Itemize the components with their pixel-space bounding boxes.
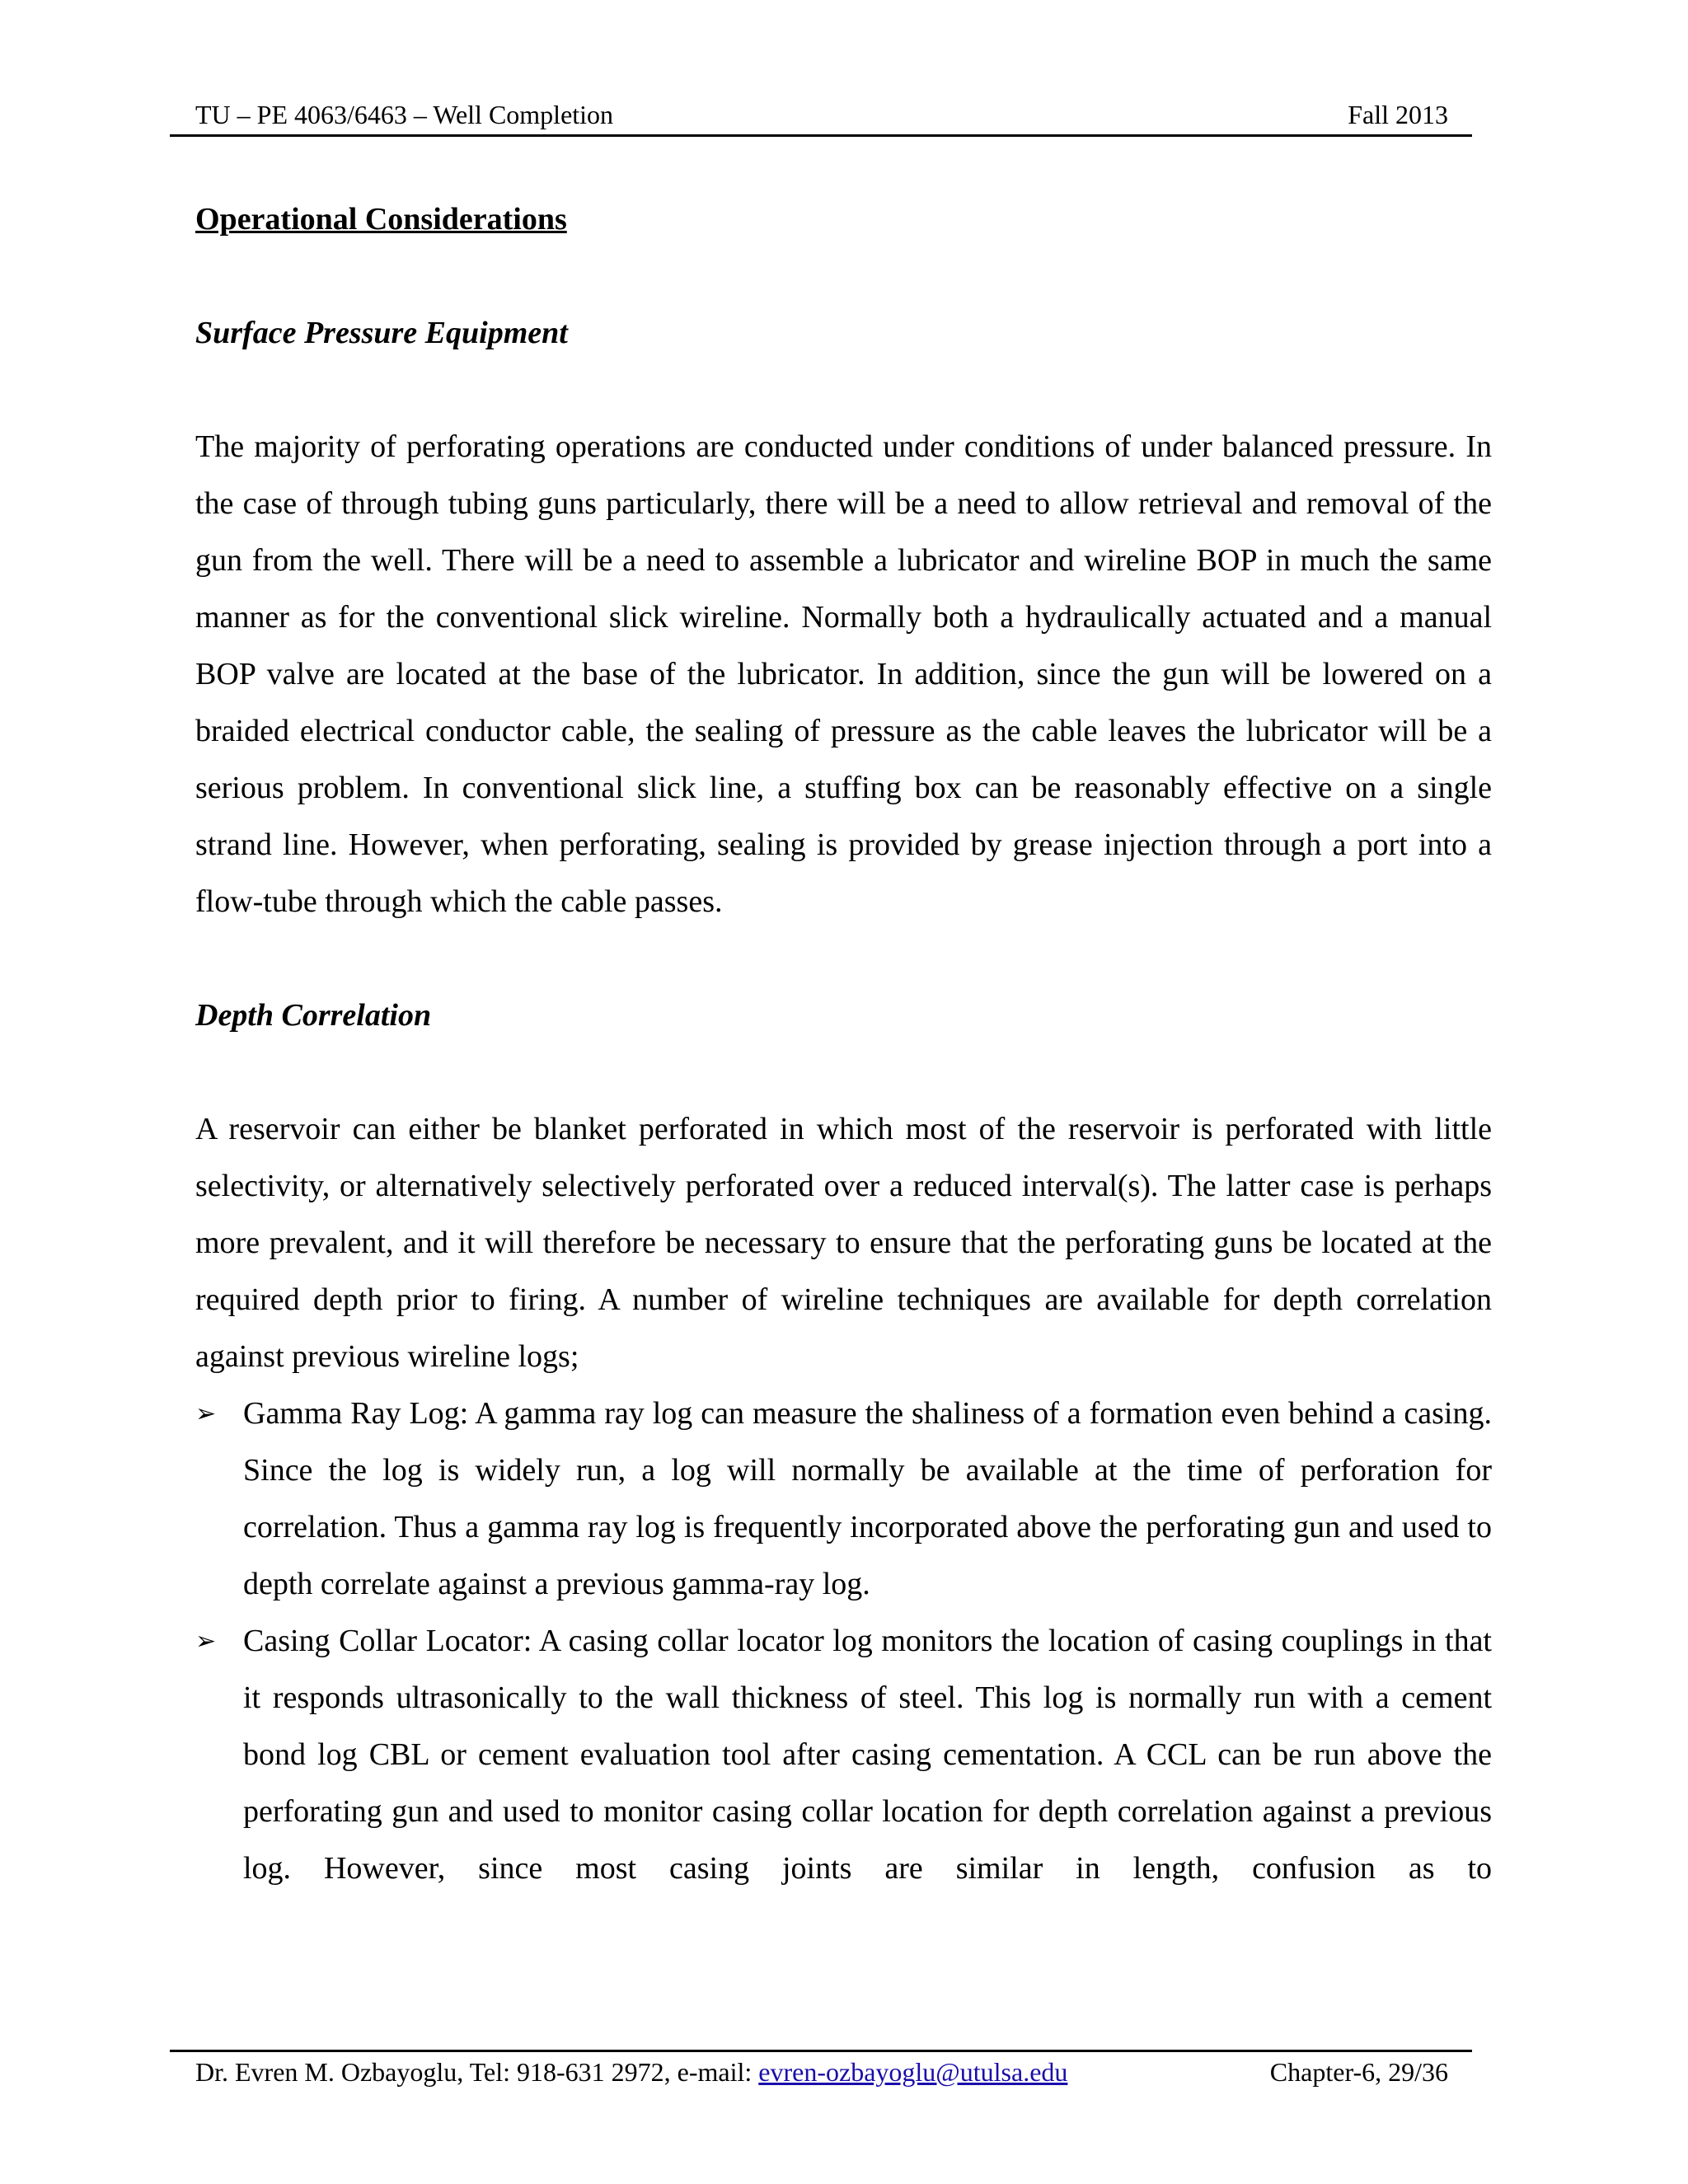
footer-author	[195, 2050, 1067, 2093]
header-rule	[170, 134, 1472, 137]
bullet-list	[195, 1385, 1492, 1897]
footer-contact: Dr. Evren M. Ozbayoglu, Tel: 918-631 2972, e-mail:	[195, 2057, 759, 2087]
footer-page-ref: Chapter-6, 29/36	[1269, 2057, 1448, 2087]
subsection-title-surface: Surface Pressure Equipment	[195, 316, 568, 350]
paragraph-surface-pressure: The majority of perforating operations are conducted under conditions of under balanced pressure. In the case of through tubing guns particularly, there will be a need to allow retrieval and removal of the gun from the well. There will be a need to assemble a lubricator and wireline BOP in much the same manner as for the conventional slick wireline. Normally both a hydraulically actuated and a manual BOP valve are located at the base of the lubricator. In addition, since the gun will be lowered on a braided electrical conductor cable, the sealing of pressure as the cable leaves the lubricator will be a serious problem. In conventional slick line, a stuffing box can be reasonably effective on a single strand line. However, when perforating, sealing is provided by grease injection through a port into a flow-tube through which the cable passes.	[195, 429, 1492, 919]
list-item-casing-collar	[195, 1613, 1492, 1897]
section-title: Operational Considerations	[195, 202, 567, 237]
subsection-title-depth: Depth Correlation	[195, 998, 432, 1033]
page-header	[195, 96, 1448, 134]
page-footer	[195, 2050, 1448, 2093]
list-item-gamma-ray	[195, 1385, 1492, 1613]
header-course: TU – PE 4063/6463 – Well Completion	[195, 100, 614, 129]
arrow-bullet-icon: ➢	[195, 1399, 217, 1428]
paragraph-depth-correlation: A reservoir can either be blanket perforated in which most of the reservoir is perforated with little selectivity, or alternatively selectively perforated over a reduced interval(s). The latter case is perhaps more prevalent, and it will therefore be necessary to ensure that the perforating guns be located at the required depth prior to firing. A number of wireline techniques are available for depth correlation against previous wireline logs;	[195, 1112, 1492, 1374]
header-term: Fall 2013	[1348, 100, 1448, 129]
page-body	[195, 191, 1492, 1897]
list-item-text: Casing Collar Locator: A casing collar locator log monitors the location of casing couplings in that it responds ultrasonically to the wall thickness of steel. This log is normally run with a cement bond log CBL or cement evaluation tool after casing cementation. A CCL can be run above the perforating gun and used to monitor casing collar location for depth correlation against a previous log. However, since most casing joints are similar in length, confusion as to	[243, 1624, 1492, 1886]
arrow-bullet-icon: ➢	[195, 1627, 217, 1656]
email-link[interactable]: evren-ozbayoglu@utulsa.edu	[758, 2057, 1068, 2087]
list-item-text: Gamma Ray Log: A gamma ray log can measure the shaliness of a formation even behind a casing. Since the log is widely run, a log will normally be available at the time of perforation for correlation. Thus a gamma ray log is frequently incorporated above the perforating gun and used to depth correlate against a previous gamma-ray log.	[243, 1396, 1492, 1601]
